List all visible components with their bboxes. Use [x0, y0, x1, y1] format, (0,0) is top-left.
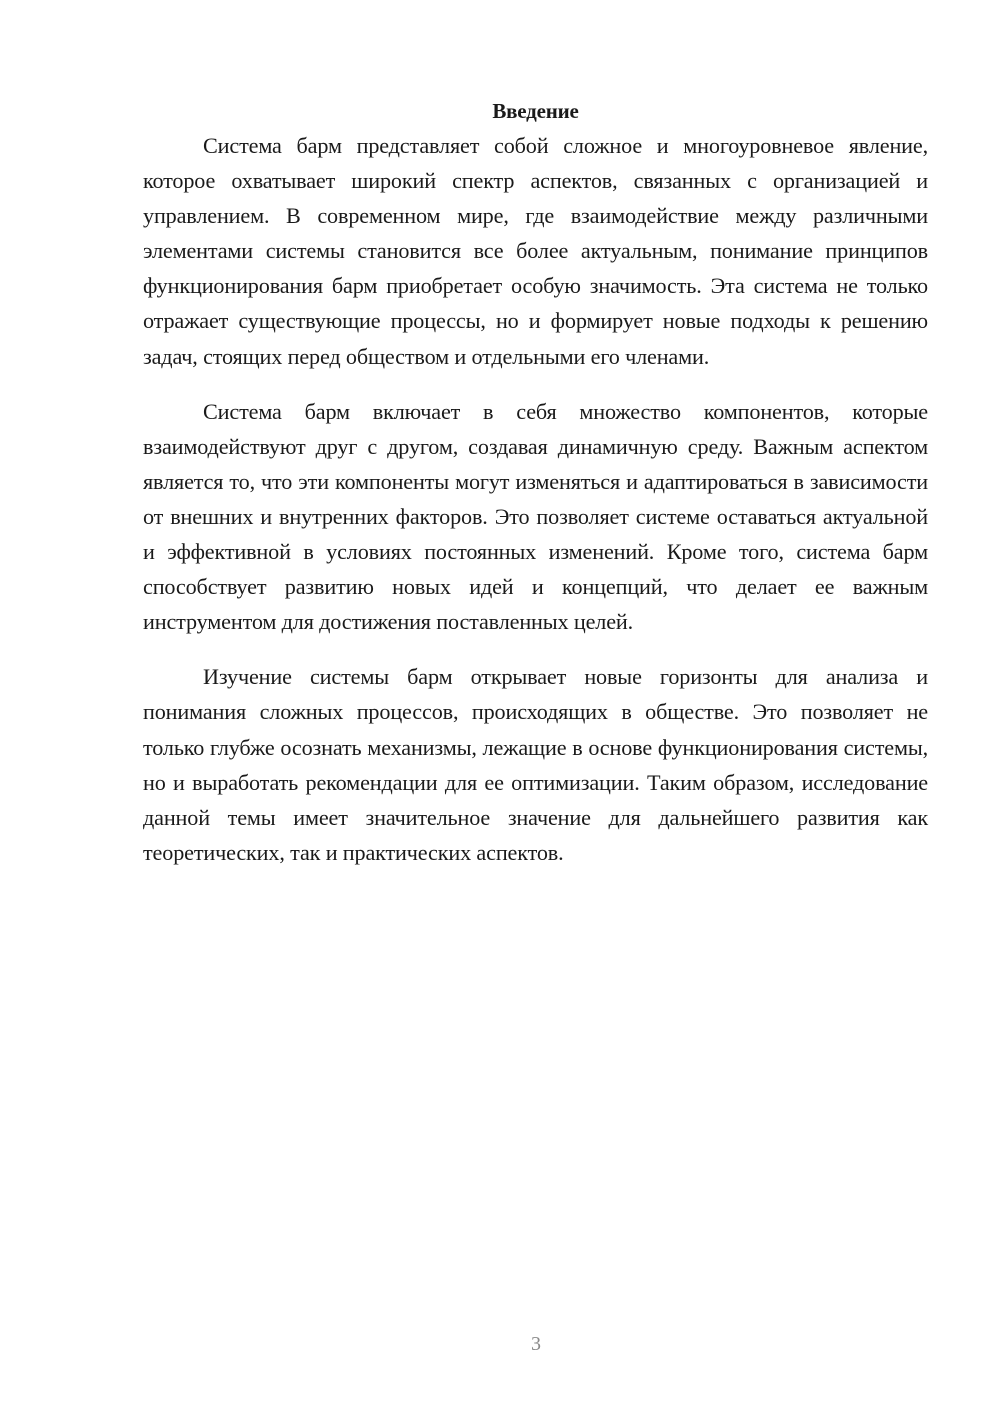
- paragraph-1: Система барм представляет собой сложное и многоуровневое явление, которое охватывает широкий спектр аспектов, связанных с организацией и управлением. В современном мире, где взаимодействие между различными элементами системы становится все более актуальным, понимание принципов функционирования барм приобретает особую значимость. Эта система не только отражает существующие процессы, но и формирует новые подходы к решению задач, стоящих перед обществом и отдельными его членами.: [143, 133, 928, 369]
- paragraph-2: Система барм включает в себя множество компонентов, которые взаимодействуют друг с другом, создавая динамичную среду. Важным аспектом является то, что эти компоненты могут изменяться и адаптироваться в зависимости от внешних и внутренних факторов. Это позволяет системе оставаться актуальной и эффективной в условиях постоянных изменений. Кроме того, система барм способствует развитию новых идей и концепций, что делает ее важным инструментом для достижения поставленных целей.: [143, 398, 928, 635]
- page-number: 3: [531, 1333, 541, 1355]
- document-page: [143, 95, 928, 870]
- section-title: Введение: [492, 99, 579, 123]
- paragraph-3: Изучение системы барм открывает новые горизонты для анализа и понимания сложных процессов, происходящих в обществе. Это позволяет не только глубже осознать механизмы, лежащие в основе функционирования системы, но и выработать рекомендации для ее оптимизации. Таким образом, исследование данной темы имеет значительное значение для дальнейшего развития как теоретических, так и практических аспектов.: [143, 664, 928, 865]
